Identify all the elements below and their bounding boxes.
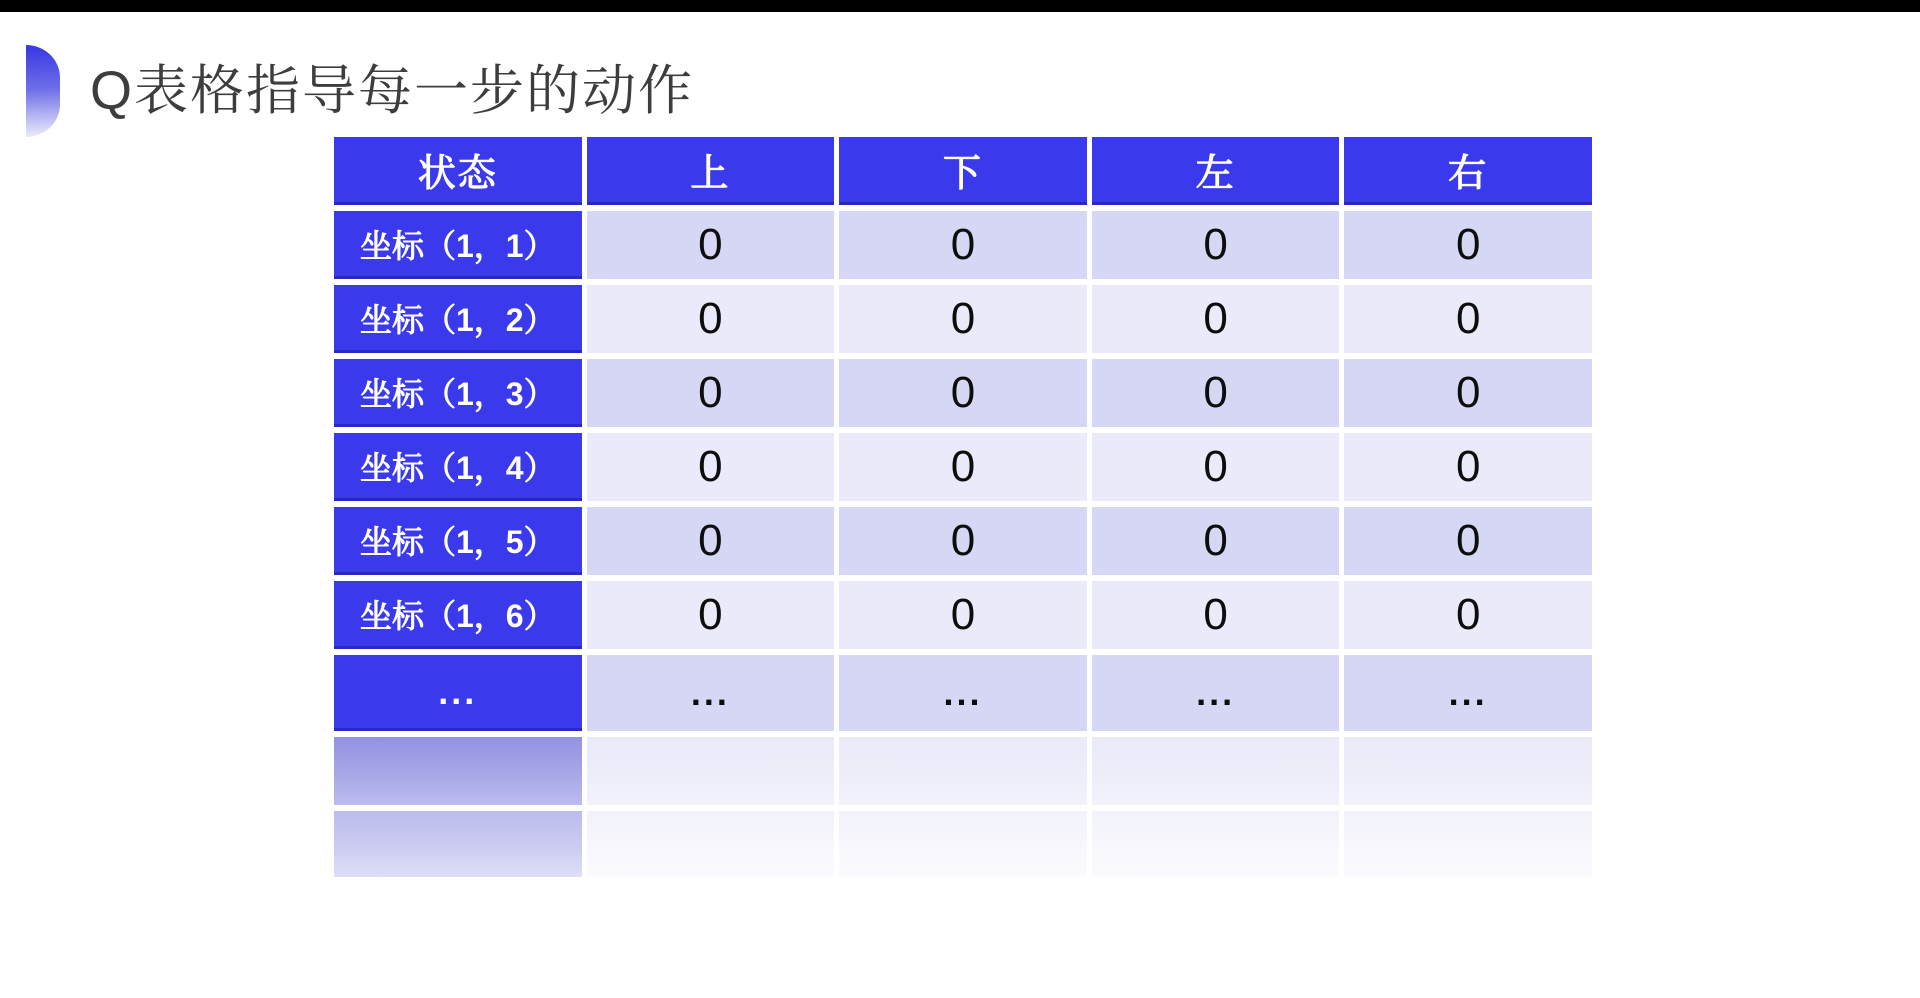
value-cell: 0 xyxy=(1092,211,1340,279)
reflection-row xyxy=(334,737,1592,805)
value-cell: ... xyxy=(1092,655,1340,731)
table-row xyxy=(334,581,1592,649)
reflection-cell xyxy=(587,811,835,877)
state-cell: 坐标（1，1） xyxy=(334,211,582,279)
page-title: Q表格指导每一步的动作 xyxy=(90,60,695,121)
value-cell: 0 xyxy=(839,359,1087,427)
value-cell: 0 xyxy=(1344,359,1592,427)
q-value-table xyxy=(329,131,1597,883)
value-cell: 0 xyxy=(839,433,1087,501)
value-cell: 0 xyxy=(839,211,1087,279)
table-row xyxy=(334,211,1592,279)
value-cell: 0 xyxy=(587,285,835,353)
header-cell-right: 右 xyxy=(1344,137,1592,205)
title-group xyxy=(26,44,694,138)
value-cell: 0 xyxy=(839,581,1087,649)
state-cell: 坐标（1，6） xyxy=(334,581,582,649)
state-cell: 坐标（1，5） xyxy=(334,507,582,575)
reflection-row xyxy=(334,811,1592,877)
value-cell: 0 xyxy=(1344,211,1592,279)
header-cell-left: 左 xyxy=(1092,137,1340,205)
header-cell-down: 下 xyxy=(839,137,1087,205)
value-cell: 0 xyxy=(587,211,835,279)
value-cell: 0 xyxy=(587,581,835,649)
reflection-cell xyxy=(587,737,835,805)
value-cell: 0 xyxy=(1092,285,1340,353)
table-row xyxy=(334,285,1592,353)
reflection-cell xyxy=(1092,811,1340,877)
value-cell: 0 xyxy=(1092,433,1340,501)
ellipsis-row xyxy=(334,655,1592,731)
reflection-cell xyxy=(839,811,1087,877)
letterbox-top-bar xyxy=(0,0,1920,12)
table-row xyxy=(334,507,1592,575)
value-cell: 0 xyxy=(1344,507,1592,575)
value-cell: 0 xyxy=(1092,359,1340,427)
value-cell: ... xyxy=(1344,655,1592,731)
state-cell: 坐标（1，2） xyxy=(334,285,582,353)
state-cell: 坐标（1，4） xyxy=(334,433,582,501)
table-row xyxy=(334,359,1592,427)
half-disc-accent-icon xyxy=(26,45,60,137)
value-cell: 0 xyxy=(839,507,1087,575)
value-cell: 0 xyxy=(839,285,1087,353)
state-cell: 坐标（1，3） xyxy=(334,359,582,427)
reflection-cell xyxy=(1344,737,1592,805)
value-cell: 0 xyxy=(1092,581,1340,649)
reflection-cell xyxy=(1092,737,1340,805)
value-cell: 0 xyxy=(1344,433,1592,501)
reflection-state-cell xyxy=(334,811,582,877)
header-cell-state: 状态 xyxy=(334,137,582,205)
value-cell: 0 xyxy=(587,359,835,427)
header-cell-up: 上 xyxy=(587,137,835,205)
value-cell: 0 xyxy=(587,507,835,575)
state-cell: ... xyxy=(334,655,582,731)
table-row xyxy=(334,433,1592,501)
header-row xyxy=(334,137,1592,205)
value-cell: ... xyxy=(587,655,835,731)
value-cell: 0 xyxy=(1092,507,1340,575)
q-table xyxy=(329,131,1597,883)
reflection-cell xyxy=(839,737,1087,805)
value-cell: 0 xyxy=(1344,581,1592,649)
value-cell: 0 xyxy=(587,433,835,501)
value-cell: 0 xyxy=(1344,285,1592,353)
reflection-state-cell xyxy=(334,737,582,805)
reflection-cell xyxy=(1344,811,1592,877)
value-cell: ... xyxy=(839,655,1087,731)
